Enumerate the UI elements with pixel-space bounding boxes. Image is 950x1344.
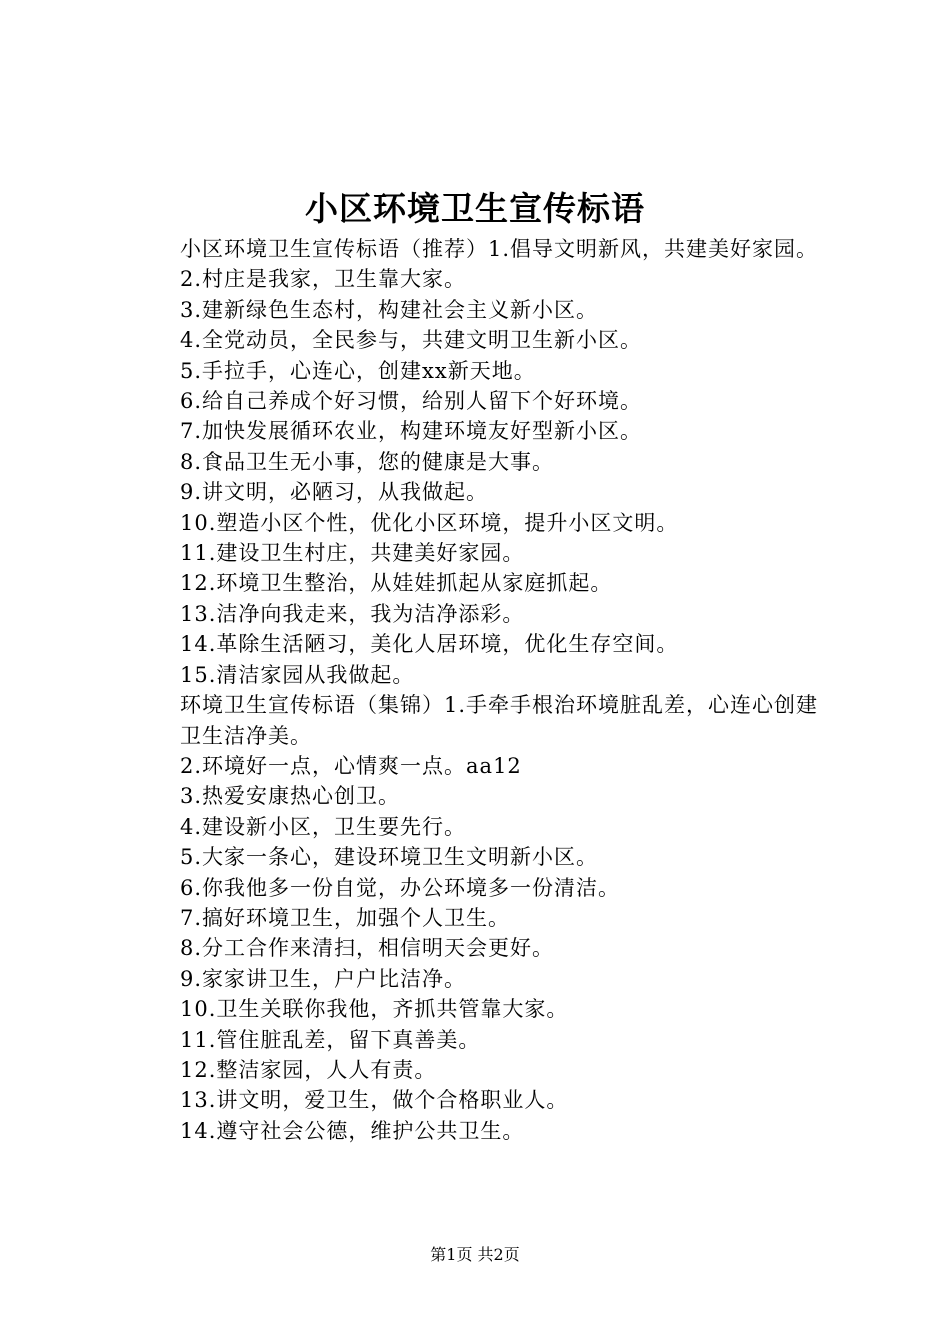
paragraph: 5.手拉手，心连心，创建xx新天地。	[180, 358, 536, 383]
paragraph: 12.整洁家园，人人有责。	[180, 1057, 437, 1082]
paragraph: 4.建设新小区，卫生要先行。	[180, 814, 467, 839]
paragraph: 10.塑造小区个性，优化小区环境，提升小区文明。	[180, 510, 679, 535]
document-body	[128, 234, 828, 1146]
paragraph: 11.管住脏乱差，留下真善美。	[180, 1027, 481, 1052]
paragraph: 14.遵守社会公德，维护公共卫生。	[180, 1118, 525, 1143]
paragraph: 3.热爱安康热心创卫。	[180, 784, 401, 809]
paragraph: 9.讲文明，必陋习，从我做起。	[180, 480, 489, 505]
paragraph: 4.全党动员，全民参与，共建文明卫生新小区。	[180, 328, 643, 353]
paragraph: 3.建新绿色生态村，构建社会主义新小区。	[180, 297, 599, 322]
paragraph: 7.加快发展循环农业，构建环境友好型新小区。	[180, 419, 643, 444]
paragraph: 13.讲文明，爱卫生，做个合格职业人。	[180, 1088, 569, 1113]
paragraph: 14.革除生活陋习，美化人居环境，优化生存空间。	[180, 632, 679, 657]
paragraph: 2.村庄是我家，卫生靠大家。	[180, 267, 467, 292]
paragraph: 15.清洁家园从我做起。	[180, 662, 415, 687]
paragraph: 12.环境卫生整治，从娃娃抓起从家庭抓起。	[180, 571, 613, 596]
page-footer: 第1页 共2页	[430, 1245, 520, 1264]
paragraph: 6.你我他多一份自觉，办公环境多一份清洁。	[180, 875, 621, 900]
paragraph: 11.建设卫生村庄，共建美好家园。	[180, 541, 525, 566]
paragraph: 5.大家一条心，建设环境卫生文明新小区。	[180, 845, 599, 870]
paragraph: 7.搞好环境卫生，加强个人卫生。	[180, 905, 511, 930]
paragraph: 8.食品卫生无小事，您的健康是大事。	[180, 449, 555, 474]
paragraph: 2.环境好一点，心情爽一点。aa12	[180, 753, 522, 778]
paragraph: 小区环境卫生宣传标语（推荐）1.倡导文明新风，共建美好家园。	[180, 237, 819, 261]
paragraph: 13.洁净向我走来，我为洁净添彩。	[180, 601, 525, 626]
paragraph: 9.家家讲卫生，户户比洁净。	[180, 966, 467, 991]
paragraph: 环境卫生宣传标语（集锦）1.手牵手根治环境脏乱差，心连心创建卫生洁净美。	[180, 693, 819, 748]
paragraph: 10.卫生关联你我他，齐抓共管靠大家。	[180, 997, 569, 1022]
paragraph: 8.分工合作来清扫，相信明天会更好。	[180, 936, 555, 961]
document-title: 小区环境卫生宣传标语	[305, 189, 645, 228]
paragraph: 6.给自己养成个好习惯，给别人留下个好环境。	[180, 389, 643, 414]
